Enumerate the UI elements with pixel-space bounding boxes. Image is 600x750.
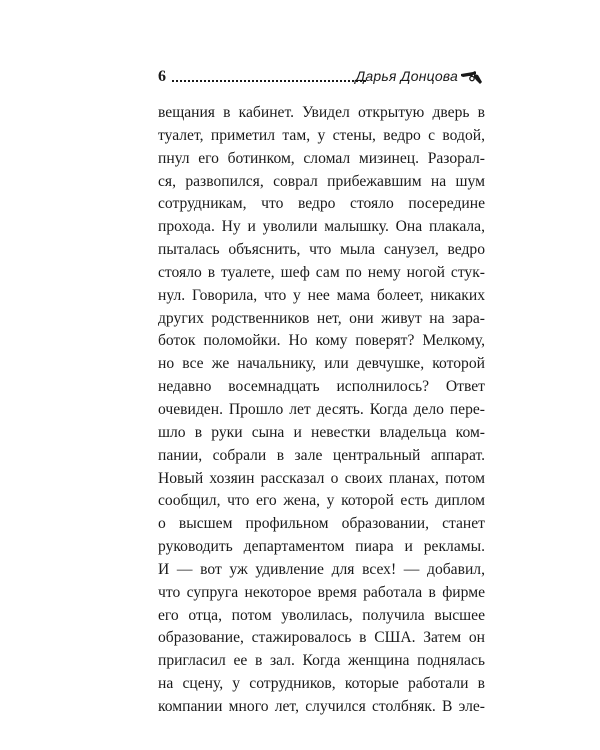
text-line: прохода. Ну и уволили малышку. Она плакала,: [158, 218, 485, 236]
text-line: о высшем профильном образовании, станет: [158, 515, 485, 533]
text-line: Новый хозяин рассказал о своих планах, потом: [158, 469, 485, 487]
text-line: нул. Говорила, что у нее мама болеет, никаких: [158, 286, 485, 304]
text-line: боток поломойки. Но кому поверят? Мелкому,: [158, 332, 485, 350]
running-header-author: Дарья Донцова: [355, 68, 458, 84]
text-line: сообщил, что его жена, у которой есть диплом: [158, 492, 485, 510]
text-line: компании много лет, случился столбняк. В эле-: [158, 697, 485, 715]
text-line: стояло в туалете, шеф сам по нему ногой стук-: [158, 263, 485, 281]
text-line: пыталась объяснить, что мыла санузел, ведро: [158, 241, 485, 259]
running-header: [158, 66, 484, 88]
text-line: других родственников нет, они живут на зара-: [158, 309, 485, 327]
text-line: недавно восемнадцать исполнилось? Ответ: [158, 378, 485, 396]
text-line: шло в руки сына и невестки владельца ком-: [158, 423, 485, 441]
text-line: на сцену, у сотрудников, которые работали в: [158, 675, 485, 693]
text-line: пании, собрали в зале центральный аппарат.: [158, 446, 485, 464]
text-line: пнул его ботинком, сломал мизинец. Разорал-: [158, 149, 485, 167]
text-line: пригласил ее в зал. Когда женщина поднялась: [158, 652, 485, 670]
page-number: 6: [158, 68, 166, 85]
text-line: руководить департаментом пиара и рекламы.: [158, 538, 485, 556]
dotted-leader: [172, 80, 366, 82]
text-line: но все же начальнику, или девчушке, которой: [158, 355, 485, 373]
text-line: вещания в кабинет. Увидел открытую дверь в: [158, 104, 485, 121]
text-line: что супруга некоторое время работала в фирме: [158, 583, 485, 601]
revolver-icon: [460, 68, 484, 86]
text-line: сотрудникам, что ведро стояло посередине: [158, 195, 485, 213]
text-line: очевиден. Прошло лет десять. Когда дело пере-: [158, 400, 485, 418]
text-line: туалет, приметил там, у стены, ведро с водой,: [158, 126, 485, 144]
body-text: [158, 102, 485, 719]
text-line: образование, стажировалось в США. Затем он: [158, 629, 485, 647]
text-line: его отца, потом уволилась, получила высшее: [158, 606, 485, 624]
text-line: И — вот уж удивление для всех! — добавил,: [158, 560, 485, 578]
text-line: ся, развопился, соврал прибежавшим на шум: [158, 172, 485, 190]
